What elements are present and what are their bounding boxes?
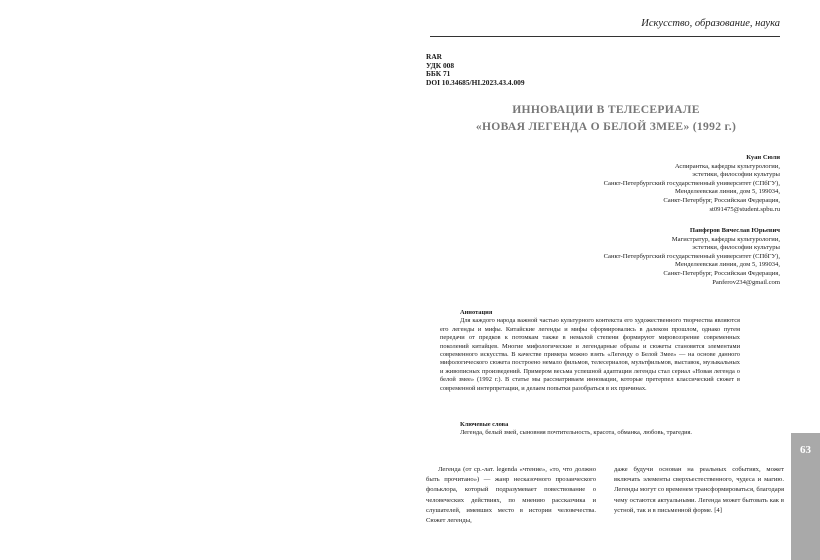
author-email: Panferov234@gmail.com bbox=[712, 278, 780, 286]
udc-code: УДК 008 bbox=[426, 60, 455, 70]
author-affiliation-line: Санкт-Петербург, Российская Федерация, bbox=[663, 269, 780, 277]
keywords-text: Легенда, белый змей, сыновняя почтительность, красота, обманка, любовь, трагедия. bbox=[460, 429, 693, 437]
classification-block bbox=[426, 53, 525, 87]
author-name: Панферов Вячеслав Юрьевич bbox=[689, 227, 780, 234]
abstract-heading: Аннотация bbox=[460, 309, 493, 316]
doi: DOI 10.34685/HI.2023.43.4.009 bbox=[426, 77, 525, 87]
body-column-2: даже будучи основан на реальных событиях, может включать элементы сверхъестественного, чудеса и магию. Легенды могут со временем трансформироваться, благодаря чему остаются актуальными. Легенда может бытовать как в устной, так и в письменной форме. [4] bbox=[614, 466, 784, 514]
author-affiliation-line: эстетики, философии культуры bbox=[692, 244, 780, 252]
author-affiliation-line: Аспирантка, кафедры культурологии, bbox=[674, 162, 780, 170]
keywords-heading: Ключевые слова bbox=[460, 421, 509, 428]
abstract-section bbox=[440, 309, 740, 393]
page-number-tab bbox=[791, 433, 820, 560]
author-affiliation-line: эстетики, философии культуры bbox=[692, 171, 780, 179]
rar-label: RAR bbox=[426, 52, 443, 61]
body-column-1: Легенда (от ср.-лат. legenda «чтение», «то, что должно быть прочитано») — жанр несказочного прозаического фольклора, который подразумевает повествование о человеческих действиях, по мнению рассказчика и слушателей, имевших место в истории человечества. Сюжет легенды, bbox=[426, 466, 596, 525]
author-block-2 bbox=[604, 227, 780, 287]
author-affiliation-line: Санкт-Петербургский государственный университет (СПбГУ), bbox=[603, 252, 780, 260]
author-affiliation-line: Санкт-Петербургский государственный университет (СПбГУ), bbox=[603, 179, 780, 187]
header-rule bbox=[430, 36, 780, 37]
running-header: Искусство, образование, наука bbox=[641, 18, 780, 29]
abstract-text: Для каждого народа важной частью культурного контекста его художественного творчества являются его легенды и мифы. Китайские легенды и мифы сформировались в далеком прошлом, однако путем передачи от предков к потомкам также в немалой степени формируют мировоззрение современных поколений китайцев. Многие мифологические и легендарные образы и сюжеты становятся элементами современного искусства. В качестве примера можно взять «Легенду о Белой Змее» — на основе данного мифологического сюжета построено немало фильмов, телесериалов, мультфильмов, выставок, музыкальных и живописных произведений. Примером весьма успешной адаптации легенды стал сериал «Новая легенда о белой змее» (1992 г.). В статье мы рассматриваем инновации, которые претерпел классический сюжет в современной интерпретации, и делаем попытки разобраться в их причинах. bbox=[440, 317, 740, 392]
author-email: st091475@student.spbu.ru bbox=[709, 205, 780, 213]
author-affiliation-line: Менделеевская линия, дом 5, 199034, bbox=[675, 188, 780, 196]
author-affiliation-line: Санкт-Петербург, Российская Федерация, bbox=[663, 196, 780, 204]
page-number: 63 bbox=[800, 444, 811, 456]
author-block-1 bbox=[604, 154, 780, 214]
article-title bbox=[426, 101, 786, 135]
keywords-section bbox=[440, 421, 740, 438]
author-affiliation-line: Менделеевская линия, дом 5, 199034, bbox=[675, 261, 780, 269]
author-affiliation-line: Магистратур, кафедры культурологии, bbox=[671, 235, 780, 243]
bbk-code: ББК 71 bbox=[426, 69, 451, 79]
title-line-1: ИННОВАЦИИ В ТЕЛЕСЕРИАЛЕ bbox=[512, 103, 700, 116]
author-name: Куан Сюли bbox=[746, 154, 780, 161]
title-line-2: «НОВАЯ ЛЕГЕНДА О БЕЛОЙ ЗМЕЕ» (1992 г.) bbox=[475, 120, 737, 133]
